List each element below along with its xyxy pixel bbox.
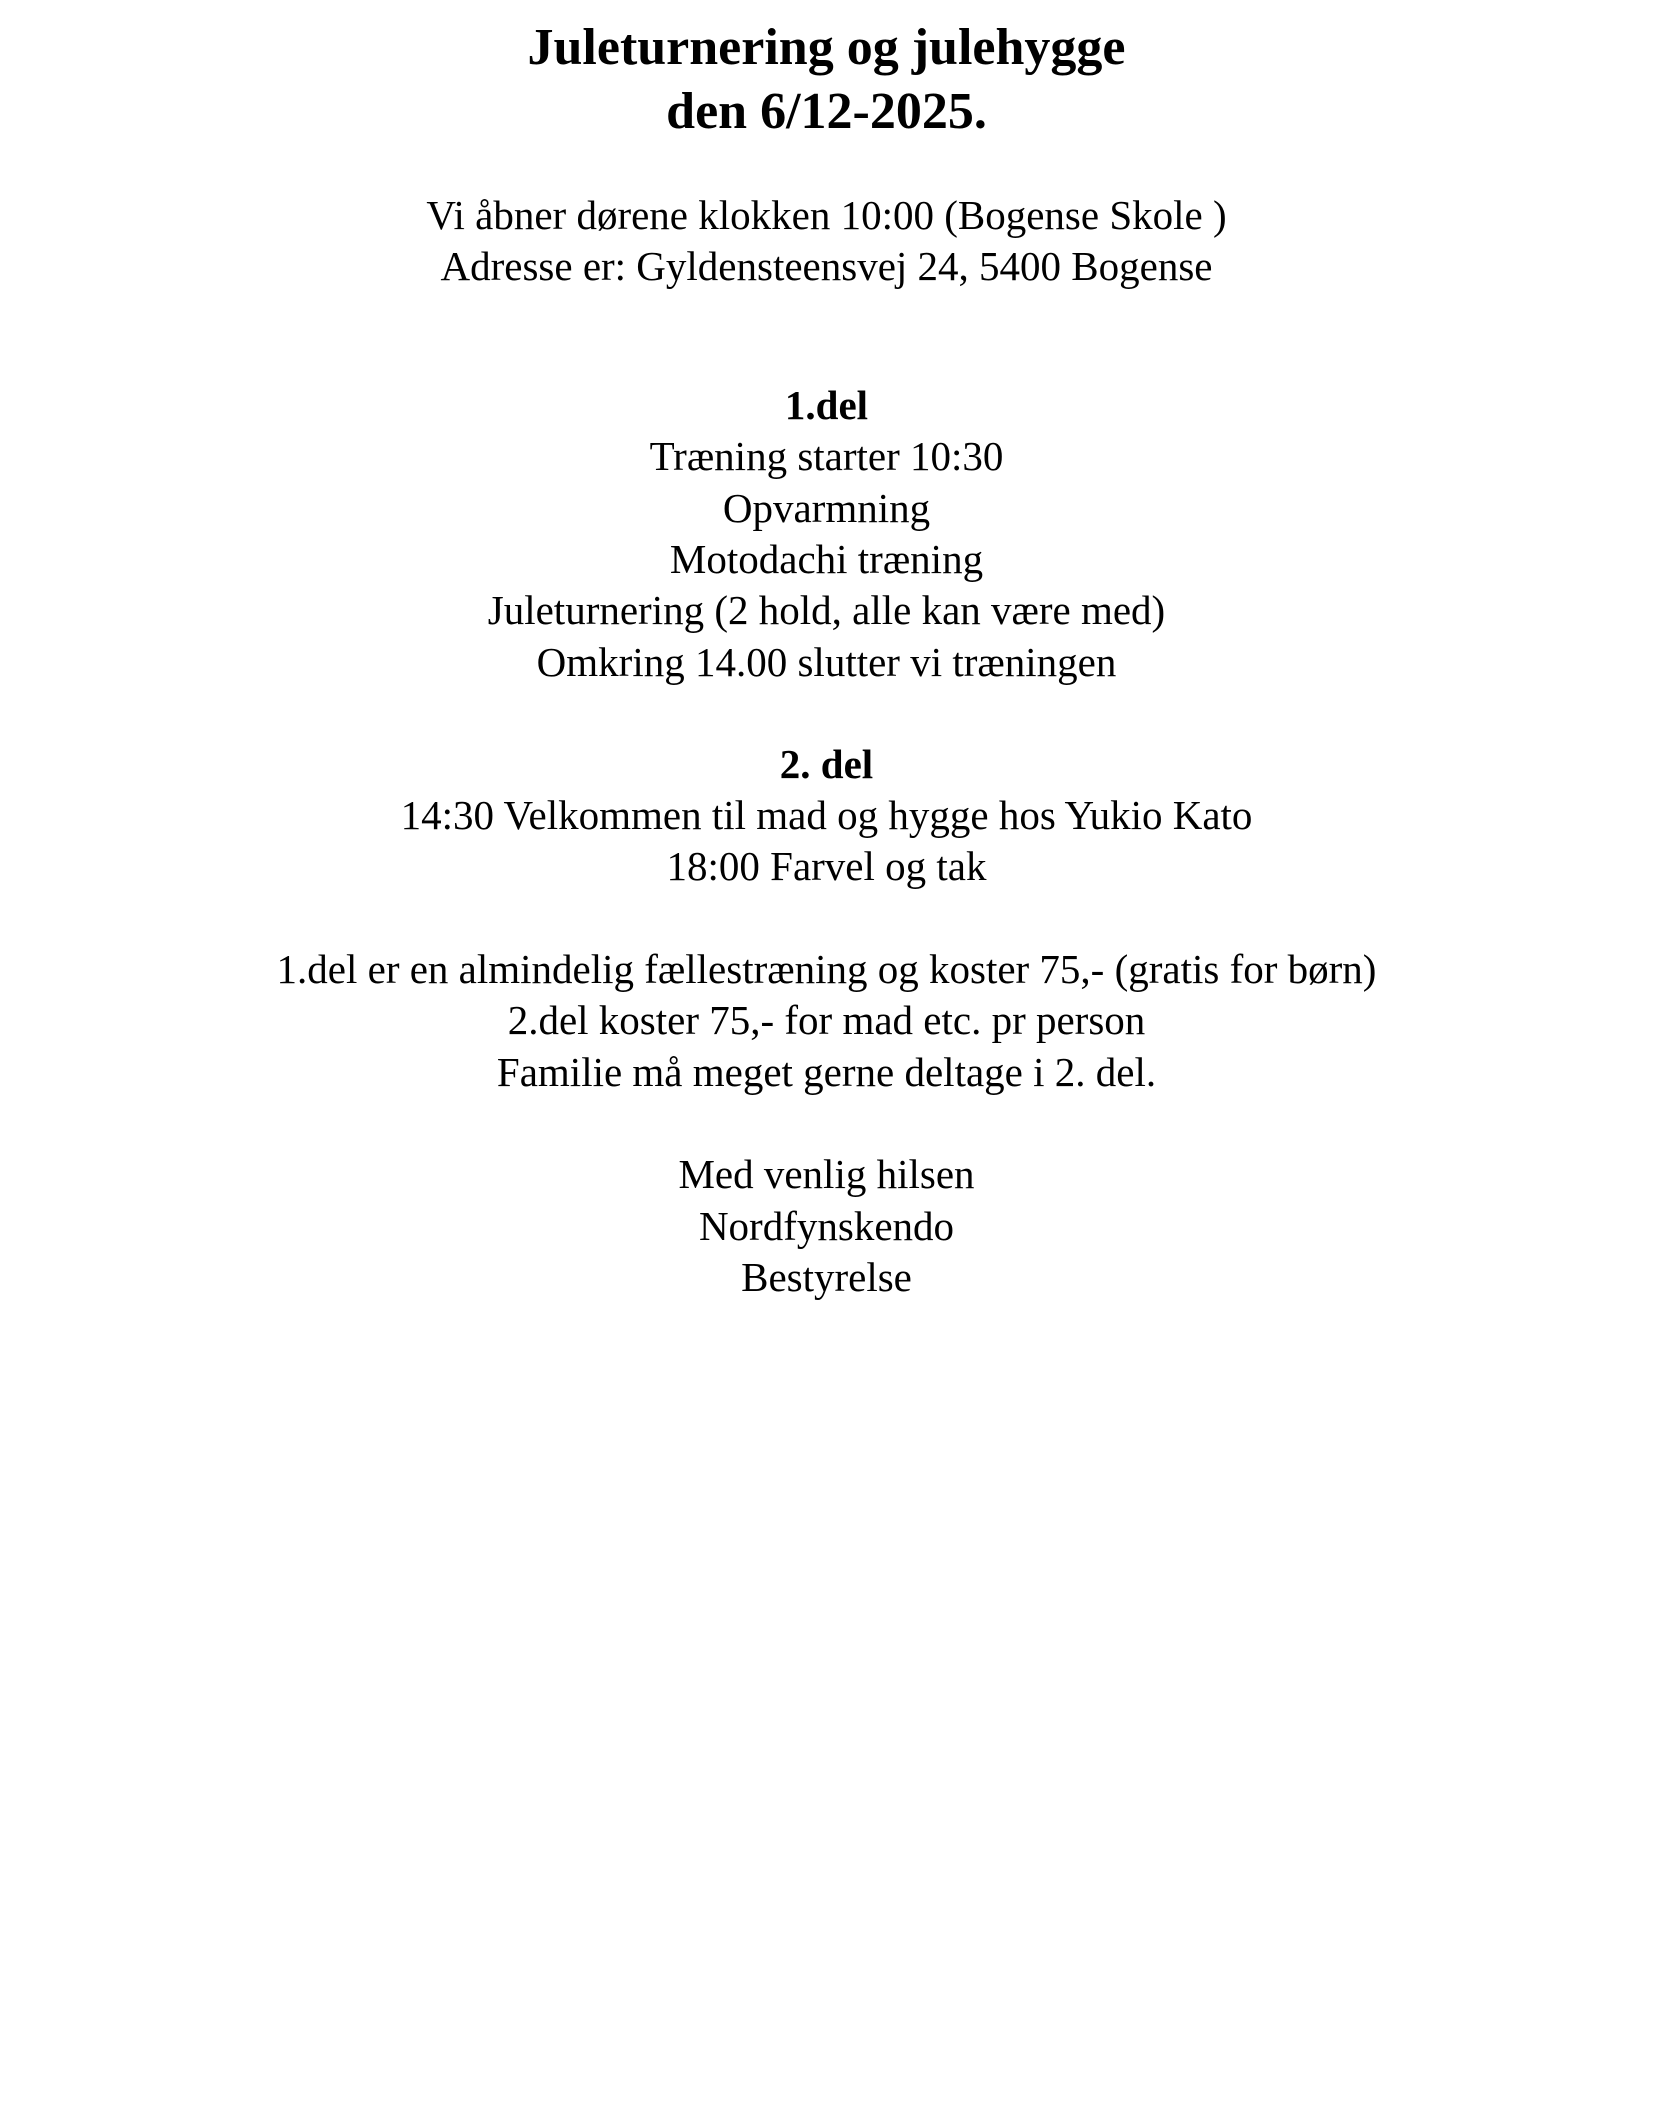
part1-item: Træning starter 10:30 bbox=[649, 433, 1004, 479]
intro-opening-time: Vi åbner dørene klokken 10:00 (Bogense Skole ) bbox=[426, 192, 1227, 238]
document-title: Juleturnering og julehygge bbox=[527, 19, 1126, 76]
closing-board: Bestyrelse bbox=[741, 1254, 912, 1300]
part1-item: Omkring 14.00 slutter vi træningen bbox=[536, 639, 1117, 685]
part1-item: Juleturnering (2 hold, alle kan være med) bbox=[487, 587, 1166, 633]
intro-address: Adresse er: Gyldensteensvej 24, 5400 Bogense bbox=[440, 243, 1213, 289]
closing-club: Nordfynskendo bbox=[698, 1203, 955, 1249]
document-date: den 6/12-2025. bbox=[666, 83, 987, 140]
part2-item: 14:30 Velkommen til mad og hygge hos Yukio Kato bbox=[400, 792, 1253, 838]
part2-item: 18:00 Farvel og tak bbox=[666, 843, 987, 889]
pricing-item: 1.del er en almindelig fællestræning og koster 75,- (gratis for børn) bbox=[276, 946, 1377, 992]
pricing-item: 2.del koster 75,- for mad etc. pr person bbox=[507, 997, 1146, 1043]
part1-item: Opvarmning bbox=[722, 485, 931, 531]
closing-greeting: Med venlig hilsen bbox=[678, 1151, 975, 1197]
pricing-item: Familie må meget gerne deltage i 2. del. bbox=[496, 1049, 1157, 1095]
part1-item: Motodachi træning bbox=[669, 536, 984, 582]
part2-heading: 2. del bbox=[779, 741, 874, 787]
part1-heading: 1.del bbox=[784, 382, 869, 428]
